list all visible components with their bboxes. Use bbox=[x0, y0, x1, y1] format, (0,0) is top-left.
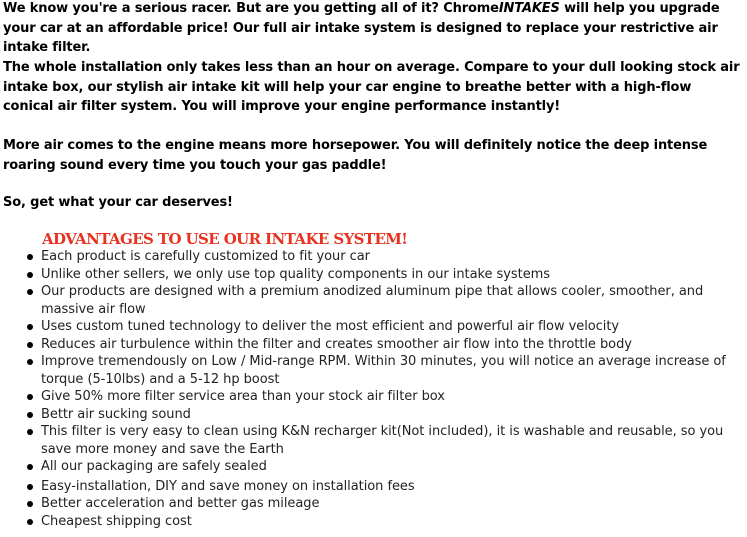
intro-paragraph-1-end: will help you upgrade your car at an affordable price! Our full air intake system is designed to replace your restrictive air intake filter. bbox=[3, 1, 720, 55]
advantage-item bbox=[0, 318, 747, 336]
advantage-item bbox=[0, 388, 747, 406]
advantage-text: Uses custom tuned technology to deliver the most efficient and powerful air flow velocity bbox=[41, 319, 620, 334]
advantage-item bbox=[0, 458, 747, 476]
intro-paragraph-1 bbox=[3, 0, 745, 58]
advantage-item bbox=[0, 248, 747, 266]
bullet-icon bbox=[27, 289, 33, 295]
advantage-text: Each product is carefully customized to fit your car bbox=[41, 249, 370, 264]
bullet-icon bbox=[27, 484, 33, 490]
bullet-icon bbox=[27, 254, 33, 260]
advantage-item bbox=[0, 283, 747, 318]
advantage-text: Unlike other sellers, we only use top quality components in our intake systems bbox=[41, 266, 550, 282]
bullet-icon bbox=[27, 272, 33, 278]
advantage-item bbox=[0, 406, 747, 424]
bullet-icon bbox=[27, 412, 33, 418]
advantage-text: Reduces air turbulence within the filter and creates smoother air flow into the throttle body bbox=[41, 336, 632, 352]
intro-paragraph-4: So, get what your car deserves! bbox=[3, 195, 233, 210]
advantage-text: Improve tremendously on Low / Mid-range RPM. Within 30 minutes, you will notice an average increase of torque (5-10lbs) and a 5-12 hp boost bbox=[41, 354, 726, 387]
advantage-item bbox=[0, 513, 747, 531]
advantage-item bbox=[0, 353, 747, 388]
bullet-icon bbox=[27, 359, 33, 365]
bullet-icon bbox=[27, 394, 33, 400]
intro-paragraph-2: The whole installation only takes less than an hour on average. Compare to your dull looking stock air intake box, our stylish air intake kit will help your car engine to breathe better with a high-flow conical air filter system. You will improve your engine performance instantly! bbox=[3, 60, 740, 114]
bullet-icon bbox=[27, 501, 33, 507]
advantage-item bbox=[0, 266, 747, 284]
advantage-text: Cheapest shipping cost bbox=[41, 513, 192, 529]
bullet-icon bbox=[27, 519, 33, 525]
intro-paragraph-3: More air comes to the engine means more horsepower. You will definitely notice the deep intense roaring sound every time you touch your gas paddle! bbox=[3, 138, 708, 173]
advantage-item bbox=[0, 478, 747, 496]
advantage-text: Better acceleration and better gas mileage bbox=[41, 496, 320, 511]
brand-name-italic: INTAKES bbox=[498, 1, 560, 16]
bullet-icon bbox=[27, 464, 33, 470]
advantage-item bbox=[0, 495, 747, 513]
advantage-text: Give 50% more filter service area than your stock air filter box bbox=[41, 389, 445, 404]
advantage-text: All our packaging are safely sealed bbox=[41, 459, 267, 474]
advantages-heading: ADVANTAGES TO USE OUR INTAKE SYSTEM! bbox=[42, 230, 408, 248]
advantages-list bbox=[0, 248, 747, 530]
advantage-item bbox=[0, 423, 747, 458]
advantage-item bbox=[0, 336, 747, 354]
advantage-text: Bettr air sucking sound bbox=[41, 406, 191, 422]
bullet-icon bbox=[27, 429, 33, 435]
bullet-icon bbox=[27, 324, 33, 330]
advantage-text: Our products are designed with a premium anodized aluminum pipe that allows cooler, smoother, and massive air flow bbox=[41, 284, 704, 317]
advantage-text: This filter is very easy to clean using K&N recharger kit(Not included), it is washable and reusable, so you save more money and save the Earth bbox=[41, 424, 724, 457]
bullet-icon bbox=[27, 342, 33, 348]
advantage-text: Easy-installation, DIY and save money on installation fees bbox=[41, 478, 415, 494]
intro-paragraph-1-start: We know you're a serious racer. But are you getting all of it? Chrome bbox=[3, 1, 499, 16]
